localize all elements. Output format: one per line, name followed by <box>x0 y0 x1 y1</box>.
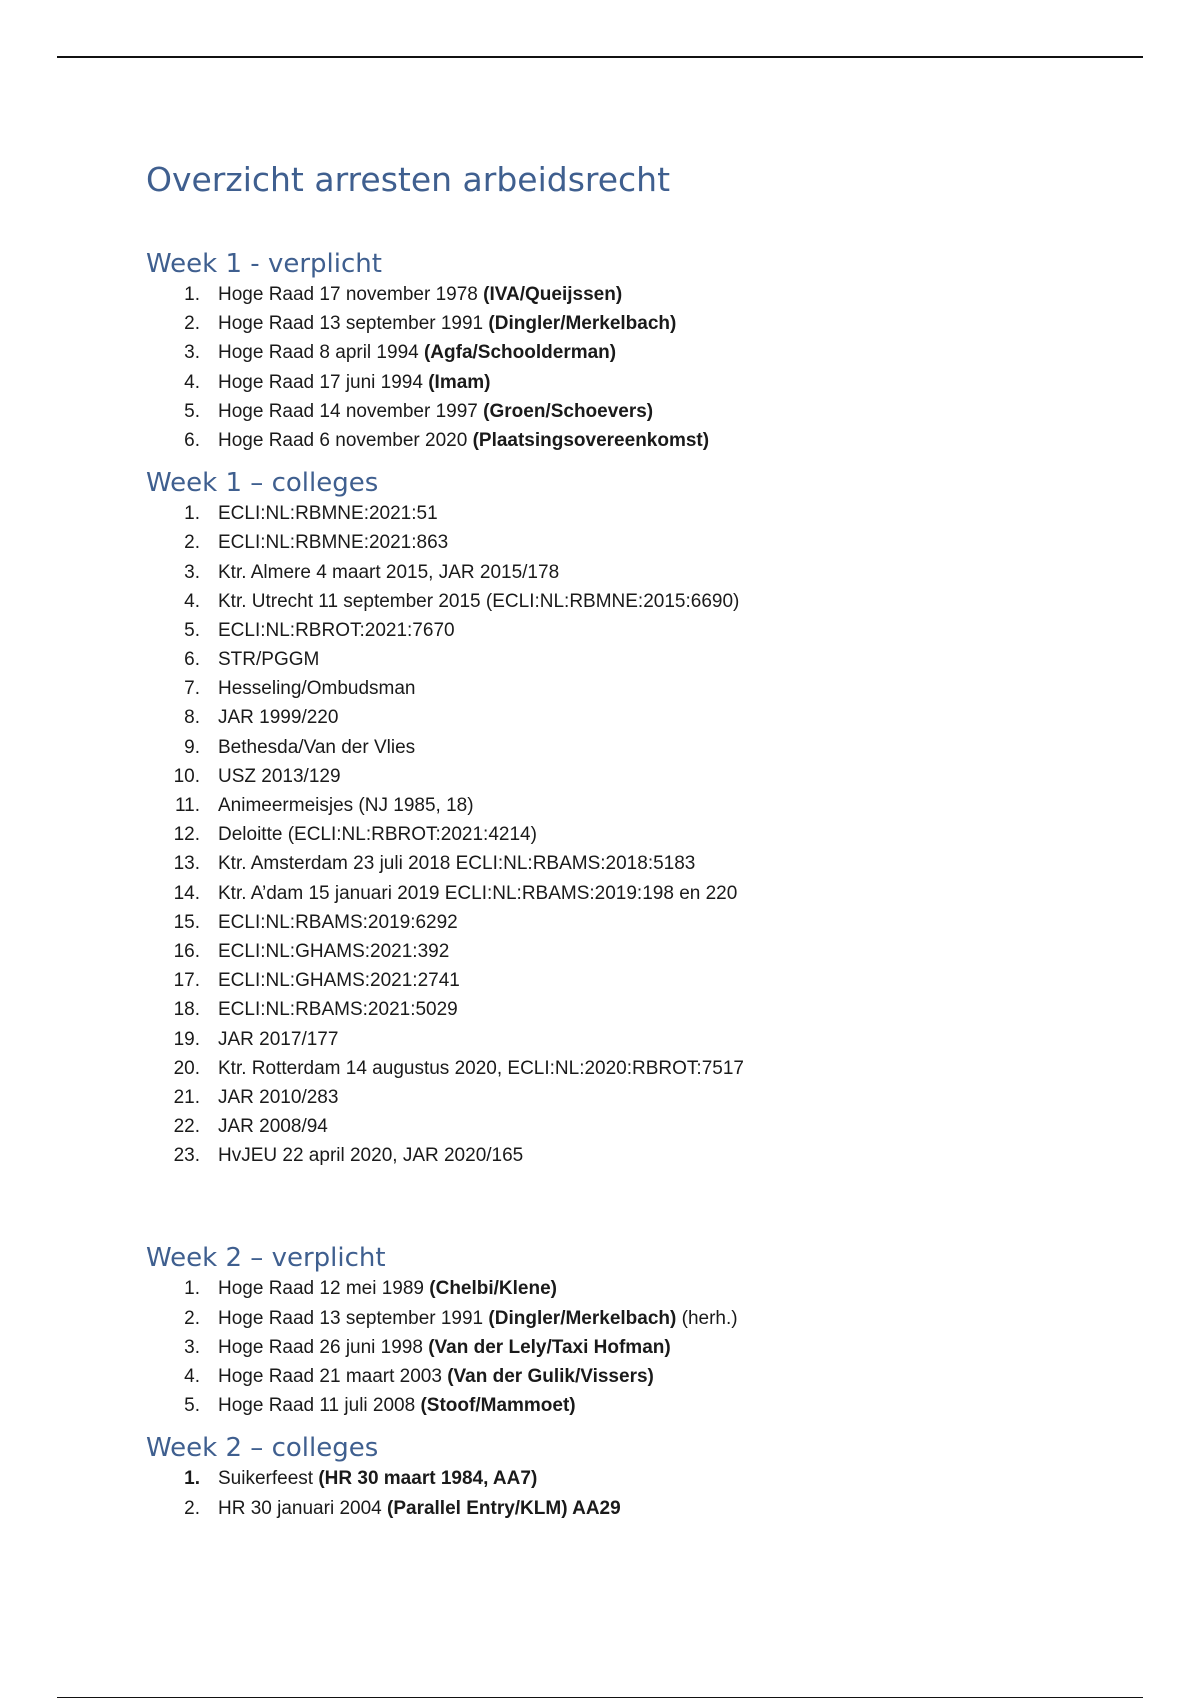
case-reference: ECLI:NL:GHAMS:2021:2741 <box>218 970 460 992</box>
list-item <box>146 849 1146 878</box>
case-reference: Ktr. Amsterdam 23 juli 2018 ECLI:NL:RBAMS:2018:5183 <box>218 853 696 875</box>
case-name: (IVA/Queijssen) <box>483 284 623 305</box>
case-reference: JAR 1999/220 <box>218 707 339 729</box>
case-reference: ECLI:NL:RBMNE:2021:51 <box>218 503 438 525</box>
case-reference: Hoge Raad 13 september 1991 <box>218 1307 489 1329</box>
case-reference: JAR 2008/94 <box>218 1116 328 1138</box>
case-reference: Hoge Raad 26 juni 1998 <box>218 1336 429 1358</box>
list-item-number: 5. <box>184 619 200 641</box>
list-item-number: 4. <box>184 590 200 612</box>
case-name: (Imam) <box>428 371 491 393</box>
list-item-number: 12. <box>173 824 200 846</box>
case-reference: HvJEU 22 april 2020, JAR 2020/165 <box>218 1145 524 1167</box>
list-item-number: 20. <box>173 1057 200 1079</box>
list-item <box>146 733 1146 762</box>
case-reference: ECLI:NL:RBAMS:2019:6292 <box>218 911 458 933</box>
case-reference: Ktr. A’dam 15 januari 2019 ECLI:NL:RBAMS:2019:198 en 220 <box>218 882 738 904</box>
list-item <box>146 820 1146 849</box>
case-reference: JAR 2010/283 <box>218 1086 339 1108</box>
case-reference: Hoge Raad 17 november 1978 <box>218 284 484 305</box>
case-reference: Ktr. Utrecht 11 september 2015 (ECLI:NL:RBMNE:2015:6690) <box>218 590 740 612</box>
list-item-number: 2. <box>184 313 200 335</box>
case-reference: Hoge Raad 21 maart 2003 <box>218 1366 448 1387</box>
case-list <box>146 280 1146 455</box>
header-rule <box>57 56 1143 58</box>
list-item-number: 23. <box>173 1145 200 1167</box>
list-item <box>146 908 1146 937</box>
list-item-number: 2. <box>184 1497 200 1519</box>
list-item-number: 1. <box>184 284 200 305</box>
list-item-number: 4. <box>184 1366 200 1387</box>
case-reference: ECLI:NL:RBROT:2021:7670 <box>218 619 455 641</box>
list-item <box>146 1362 1146 1391</box>
case-name: (Parallel Entry/KLM) AA29 <box>387 1497 621 1519</box>
list-item-number: 2. <box>184 532 200 554</box>
case-reference: STR/PGGM <box>218 649 320 671</box>
case-reference: Hoge Raad 11 juli 2008 <box>218 1395 421 1417</box>
list-item <box>146 1304 1146 1333</box>
list-item-number: 2. <box>184 1307 200 1329</box>
list-item <box>146 703 1146 732</box>
case-name: (Dingler/Merkelbach) <box>488 313 677 335</box>
list-item <box>146 426 1146 455</box>
list-item-number: 1. <box>184 1468 200 1490</box>
case-reference: Hoge Raad 13 september 1991 <box>218 313 489 335</box>
list-item <box>146 528 1146 557</box>
list-item <box>146 280 1146 309</box>
list-item-number: 1. <box>184 503 200 525</box>
case-reference: Hoge Raad 6 november 2020 <box>218 429 473 451</box>
case-list <box>146 1464 1146 1522</box>
section-heading: Week 1 – colleges <box>146 468 379 499</box>
list-item-number: 6. <box>184 429 200 451</box>
list-item-number: 19. <box>173 1028 200 1050</box>
case-name: (Chelbi/Klene) <box>429 1278 557 1300</box>
list-item-number: 3. <box>184 1336 200 1358</box>
case-reference: ECLI:NL:RBAMS:2021:5029 <box>218 999 458 1021</box>
list-item <box>146 1333 1146 1362</box>
list-item-number: 9. <box>184 736 200 758</box>
list-item <box>146 309 1146 338</box>
section-heading: Week 1 - verplicht <box>146 249 382 279</box>
case-reference: Suikerfeest <box>218 1468 319 1490</box>
case-name: (Stoof/Mammoet) <box>420 1395 576 1417</box>
case-name: (Groen/Schoevers) <box>483 400 654 422</box>
list-item-number: 17. <box>173 970 200 992</box>
list-item-number: 14. <box>173 882 200 904</box>
section-heading: Week 2 – colleges <box>146 1433 379 1464</box>
case-reference: Animeermeisjes (NJ 1985, 18) <box>218 795 474 816</box>
list-item <box>146 616 1146 645</box>
case-note: (herh.) <box>676 1307 738 1329</box>
section-3 <box>146 1242 1146 1420</box>
list-item-number: 15. <box>173 911 200 933</box>
case-reference: Deloitte (ECLI:NL:RBROT:2021:4214) <box>218 824 537 846</box>
case-name: (Van der Lely/Taxi Hofman) <box>428 1336 671 1358</box>
case-reference: Ktr. Almere 4 maart 2015, JAR 2015/178 <box>218 561 560 583</box>
list-item-number: 11. <box>174 795 200 816</box>
list-item <box>146 1054 1146 1083</box>
list-item <box>146 791 1146 820</box>
case-reference: Bethesda/Van der Vlies <box>218 736 416 758</box>
section-heading: Week 2 – verplicht <box>146 1243 386 1274</box>
list-item <box>146 645 1146 674</box>
list-item-number: 18. <box>173 999 200 1021</box>
list-item-number: 1. <box>184 1278 200 1300</box>
list-item <box>146 995 1146 1024</box>
list-item <box>146 558 1146 587</box>
list-item-number: 5. <box>184 400 200 422</box>
case-name: (Plaatsingsovereenkomst) <box>472 429 710 451</box>
list-item-number: 10. <box>173 765 200 787</box>
case-reference: JAR 2017/177 <box>218 1028 339 1050</box>
list-item-number: 13. <box>173 853 200 875</box>
list-item-number: 4. <box>184 371 200 393</box>
case-reference: Hesseling/Ombudsman <box>218 678 416 700</box>
page-title: Overzicht arresten arbeidsrecht <box>146 160 671 199</box>
list-item-number: 21. <box>173 1086 200 1108</box>
case-reference: Ktr. Rotterdam 14 augustus 2020, ECLI:NL:2020:RBROT:7517 <box>218 1057 744 1079</box>
case-list <box>146 1274 1146 1420</box>
list-item <box>146 1274 1146 1303</box>
list-item <box>146 937 1146 966</box>
section-1 <box>146 248 1146 455</box>
case-reference: Hoge Raad 17 juni 1994 <box>218 371 429 393</box>
list-item <box>146 338 1146 367</box>
list-item <box>146 1391 1146 1420</box>
list-item <box>146 966 1146 995</box>
list-item-number: 6. <box>184 649 200 671</box>
case-reference: HR 30 januari 2004 <box>218 1497 387 1519</box>
list-item <box>146 1112 1146 1141</box>
list-item-number: 5. <box>184 1395 200 1417</box>
case-name: (Agfa/Schoolderman) <box>423 342 617 364</box>
case-reference: Hoge Raad 12 mei 1989 <box>218 1278 430 1300</box>
list-item-number: 3. <box>184 342 200 364</box>
list-item <box>146 674 1146 703</box>
list-item <box>146 368 1146 397</box>
list-item <box>146 879 1146 908</box>
list-item <box>146 499 1146 528</box>
document-body <box>146 160 1146 1535</box>
list-item-number: 7. <box>184 678 200 700</box>
list-item <box>146 1141 1146 1170</box>
list-item <box>146 397 1146 426</box>
case-name: (HR 30 maart 1984, AA7) <box>318 1468 538 1490</box>
case-reference: USZ 2013/129 <box>218 765 341 787</box>
sections-container <box>146 248 1146 1523</box>
case-reference: ECLI:NL:GHAMS:2021:392 <box>218 940 450 962</box>
list-item <box>146 1025 1146 1054</box>
list-item <box>146 1464 1146 1493</box>
footer-rule <box>57 1697 1143 1698</box>
case-name: (Van der Gulik/Vissers) <box>447 1366 654 1387</box>
list-item <box>146 762 1146 791</box>
list-item-number: 3. <box>184 561 200 583</box>
case-reference: Hoge Raad 14 november 1997 <box>218 400 484 422</box>
list-item-number: 22. <box>173 1116 200 1138</box>
list-item <box>146 1494 1146 1523</box>
section-4 <box>146 1432 1146 1522</box>
case-reference: Hoge Raad 8 april 1994 <box>218 342 424 364</box>
section-2 <box>146 467 1146 1170</box>
case-list <box>146 499 1146 1170</box>
list-item <box>146 587 1146 616</box>
case-reference: ECLI:NL:RBMNE:2021:863 <box>218 532 449 554</box>
case-name: (Dingler/Merkelbach) <box>488 1307 677 1329</box>
list-item-number: 16. <box>173 940 200 962</box>
list-item-number: 8. <box>184 707 200 729</box>
list-item <box>146 1083 1146 1112</box>
